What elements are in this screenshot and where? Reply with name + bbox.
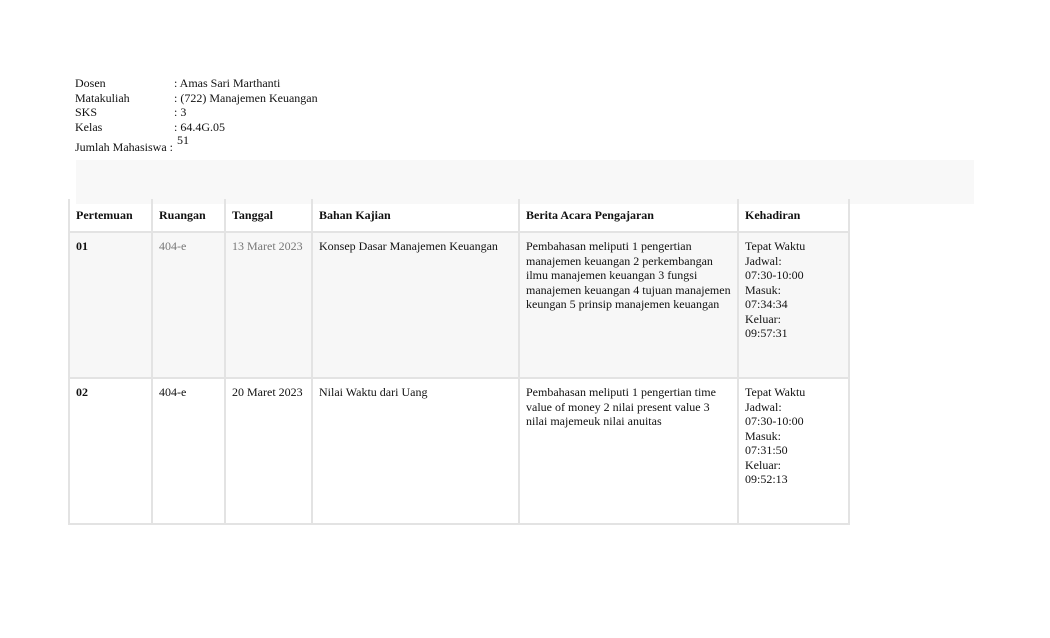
header-tanggal: Tanggal [225,199,312,232]
kehadiran-jadwal-label: Jadwal: [745,399,782,414]
cell-ruangan: 404-e [152,378,225,524]
info-row-kelas [75,120,318,135]
header-ruangan: Ruangan [152,199,225,232]
cell-bahan-kajian: Nilai Waktu dari Uang [312,378,519,524]
cell-pertemuan: 02 [69,378,152,524]
kelas-value: : 64.4G.05 [174,119,225,134]
course-info [75,76,318,155]
cell-berita-acara: Pembahasan meliputi 1 pengertian manajemen keuangan 2 perkembangan ilmu manajemen keuangan 3 fungsi manajemen keuangan 4 tujuan manajemen keungan 5 prinsip manajemen keuangan [519,232,738,378]
table-row [69,378,849,524]
kehadiran-masuk-label: Masuk: [745,282,781,297]
jumlah-mahasiswa-label: Jumlah Mahasiswa : [75,140,173,154]
kehadiran-keluar-label: Keluar: [745,457,781,472]
info-row-dosen [75,76,318,91]
cell-pertemuan: 01 [69,232,152,378]
meetings-table [68,199,850,525]
header-band [76,160,974,204]
cell-tanggal: 20 Maret 2023 [225,378,312,524]
kehadiran-status: Tepat Waktu [745,239,806,253]
kehadiran-jadwal: 07:30-10:00 [745,414,804,428]
jumlah-mahasiswa-value: 51 [177,133,189,147]
kehadiran-jadwal-label: Jadwal: [745,253,782,268]
kehadiran-keluar: 09:52:13 [745,472,788,486]
matakuliah-value: : (722) Manajemen Keuangan [174,90,318,105]
kehadiran-jadwal: 07:30-10:00 [745,268,804,282]
kehadiran-masuk: 07:34:34 [745,297,788,311]
matakuliah-label: Matakuliah [75,90,130,105]
cell-ruangan: 404-e [152,232,225,378]
cell-berita-acara: Pembahasan meliputi 1 pengertian time value of money 2 nilai present value 3 nilai majemeuk nilai anuitas [519,378,738,524]
kehadiran-keluar: 09:57:31 [745,326,788,340]
cell-tanggal: 13 Maret 2023 [225,232,312,378]
info-row-sks [75,105,318,120]
table-header-row [69,199,849,232]
kehadiran-masuk: 07:31:50 [745,443,788,457]
cell-kehadiran [738,378,849,524]
dosen-value: : Amas Sari Marthanti [174,76,281,90]
sks-label: SKS [75,105,98,119]
kehadiran-keluar-label: Keluar: [745,311,781,326]
cell-bahan-kajian: Konsep Dasar Manajemen Keuangan [312,232,519,378]
header-bahan-kajian: Bahan Kajian [312,199,519,232]
sks-value: : 3 [174,105,187,119]
kelas-label: Kelas [75,119,103,134]
dosen-label: Dosen [75,76,106,90]
header-pertemuan: Pertemuan [69,199,152,232]
info-row-jumlah-mahasiswa [75,134,318,155]
table-row [69,232,849,378]
kehadiran-masuk-label: Masuk: [745,428,781,443]
cell-kehadiran [738,232,849,378]
header-kehadiran: Kehadiran [738,199,849,232]
header-berita-acara: Berita Acara Pengajaran [519,199,738,232]
kehadiran-status: Tepat Waktu [745,385,806,399]
info-row-matakuliah [75,91,318,106]
